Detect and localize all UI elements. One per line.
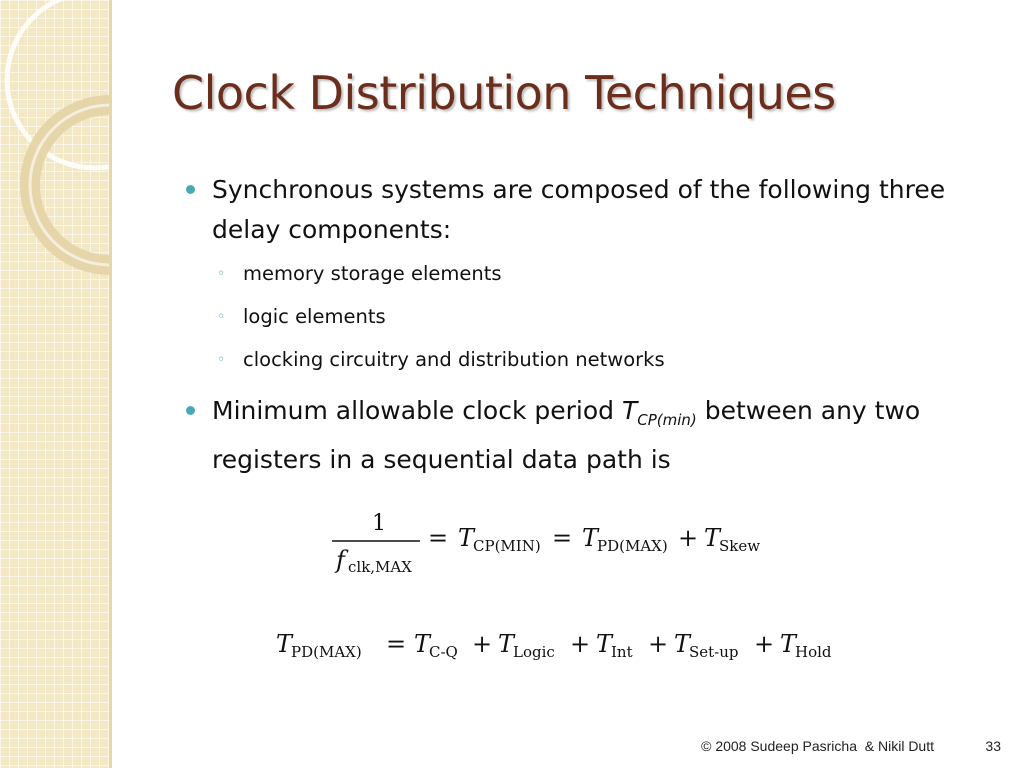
eq2-var: T [414,630,431,658]
eq1-sub-cpmin: CP(MIN) [473,537,541,555]
decorative-rings [0,0,112,768]
eq1-var: T [582,524,599,552]
equation-clock-period [328,500,788,590]
eq2-term-sub: Hold [795,643,832,661]
clock-period-subscript: CP(min) [637,411,697,429]
eq1-plus: + [678,524,699,552]
eq2-term-sub: Set-up [689,643,739,661]
eq2-var: T [780,630,797,658]
eq1-denominator-sub: clk,MAX [348,558,412,576]
eq2-plus: + [754,630,775,658]
page-number: 33 [985,738,1001,754]
sub-bullet-text: clocking circuitry and distribution networks [243,348,665,371]
eq2-var: T [674,630,691,658]
eq1-var: T [458,524,475,552]
eq2-term-sub: Int [611,643,633,661]
eq1-denominator-var: f [336,546,345,574]
footer-copyright: © 2008 Sudeep Pasricha & Nikil Dutt [701,738,934,754]
bullet-text: Synchronous systems are composed of the following three delay components: [212,175,946,244]
eq2-plus: + [570,630,591,658]
eq2-term-sub: C-Q [429,643,458,661]
eq2-plus: + [472,630,493,658]
eq2-var: T [276,630,293,658]
bullet-text-start: Minimum allowable clock period [212,396,622,425]
eq1-sub-pdmax: PD(MAX) [597,537,668,555]
eq1-equals: = [428,524,449,552]
eq2-term-sub: Logic [513,643,555,661]
bullet-dot-icon [186,406,195,415]
sub-bullet-text: memory storage elements [243,262,502,285]
slide-title: Clock Distribution Techniques [172,66,836,120]
eq2-equals: = [386,630,407,658]
sub-bullet-list [184,262,964,372]
sub-bullet-item [184,305,964,329]
slide-content [184,170,964,488]
eq1-var: T [704,524,721,552]
eq2-lhs-sub: PD(MAX) [291,643,362,661]
sub-bullet-ring-icon: ◦ [217,266,226,282]
eq1-equals: = [552,524,573,552]
eq2-var: T [596,630,613,658]
sub-bullet-item [184,262,964,286]
eq2-var: T [498,630,515,658]
decorative-side-band [0,0,112,768]
bullet-item [184,391,964,480]
bullet-item [184,170,964,250]
sub-bullet-item [184,348,964,372]
sub-bullet-ring-icon: ◦ [217,309,226,325]
clock-period-variable: T [621,396,638,425]
sub-bullet-text: logic elements [243,305,386,328]
eq1-numerator: 1 [372,511,386,536]
eq2-plus: + [648,630,669,658]
bullet-text-end: between any two registers in a sequential data path is [212,396,921,474]
eq1-sub-skew: Skew [719,537,761,555]
bullet-dot-icon [186,185,195,194]
equation-propagation-delay [274,618,874,668]
sub-bullet-ring-icon: ◦ [217,352,226,368]
